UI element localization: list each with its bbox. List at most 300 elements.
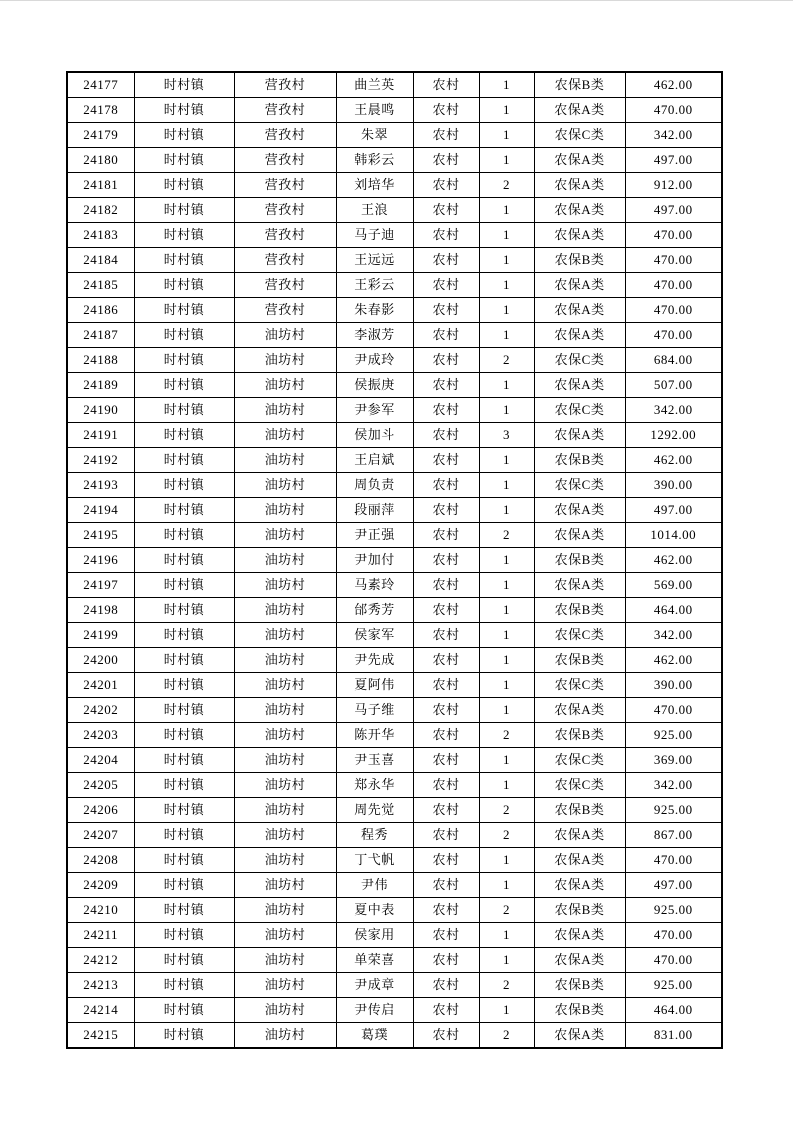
table-row: [67, 598, 722, 623]
table-row: [67, 448, 722, 473]
insurance-category: 农保B类: [534, 448, 625, 473]
person-name: 尹先成: [336, 648, 413, 673]
amount: 470.00: [625, 298, 722, 323]
town: 时村镇: [134, 573, 234, 598]
residence-type: 农村: [413, 798, 479, 823]
town: 时村镇: [134, 98, 234, 123]
amount: 470.00: [625, 848, 722, 873]
residence-type: 农村: [413, 473, 479, 498]
table-row: [67, 823, 722, 848]
town: 时村镇: [134, 923, 234, 948]
insured-count: 1: [479, 72, 534, 98]
person-name: 陈开华: [336, 723, 413, 748]
village: 油坊村: [234, 1023, 336, 1049]
record-id: 24188: [67, 348, 134, 373]
insurance-category: 农保A类: [534, 1023, 625, 1049]
amount: 470.00: [625, 98, 722, 123]
insurance-category: 农保A类: [534, 273, 625, 298]
table-row: [67, 898, 722, 923]
town: 时村镇: [134, 523, 234, 548]
amount: 1014.00: [625, 523, 722, 548]
village: 营孜村: [234, 173, 336, 198]
village: 营孜村: [234, 123, 336, 148]
record-id: 24177: [67, 72, 134, 98]
residence-type: 农村: [413, 873, 479, 898]
insurance-category: 农保A类: [534, 923, 625, 948]
table-row: [67, 98, 722, 123]
amount: 464.00: [625, 998, 722, 1023]
record-id: 24214: [67, 998, 134, 1023]
amount: 462.00: [625, 548, 722, 573]
village: 油坊村: [234, 423, 336, 448]
residence-type: 农村: [413, 698, 479, 723]
village: 营孜村: [234, 273, 336, 298]
insurance-category: 农保B类: [534, 248, 625, 273]
table-row: [67, 323, 722, 348]
person-name: 尹成玲: [336, 348, 413, 373]
insured-count: 1: [479, 623, 534, 648]
amount: 1292.00: [625, 423, 722, 448]
person-name: 王晨鸣: [336, 98, 413, 123]
table-row: [67, 773, 722, 798]
person-name: 马子迪: [336, 223, 413, 248]
table-row: [67, 373, 722, 398]
town: 时村镇: [134, 598, 234, 623]
amount: 497.00: [625, 148, 722, 173]
insurance-category: 农保B类: [534, 72, 625, 98]
residence-type: 农村: [413, 348, 479, 373]
person-name: 侯振庚: [336, 373, 413, 398]
village: 油坊村: [234, 623, 336, 648]
table-row: [67, 873, 722, 898]
table-row: [67, 523, 722, 548]
village: 油坊村: [234, 723, 336, 748]
record-id: 24181: [67, 173, 134, 198]
town: 时村镇: [134, 248, 234, 273]
table-row: [67, 973, 722, 998]
village: 营孜村: [234, 98, 336, 123]
insurance-category: 农保A类: [534, 223, 625, 248]
residence-type: 农村: [413, 898, 479, 923]
insured-count: 1: [479, 373, 534, 398]
residence-type: 农村: [413, 773, 479, 798]
person-name: 侯家用: [336, 923, 413, 948]
person-name: 程秀: [336, 823, 413, 848]
residence-type: 农村: [413, 123, 479, 148]
residence-type: 农村: [413, 373, 479, 398]
village: 油坊村: [234, 848, 336, 873]
amount: 470.00: [625, 273, 722, 298]
residence-type: 农村: [413, 173, 479, 198]
insured-count: 1: [479, 498, 534, 523]
table-row: [67, 923, 722, 948]
residence-type: 农村: [413, 523, 479, 548]
insured-count: 1: [479, 948, 534, 973]
town: 时村镇: [134, 648, 234, 673]
village: 油坊村: [234, 473, 336, 498]
insurance-category: 农保A类: [534, 373, 625, 398]
residence-type: 农村: [413, 398, 479, 423]
amount: 390.00: [625, 473, 722, 498]
town: 时村镇: [134, 1023, 234, 1049]
person-name: 夏中表: [336, 898, 413, 923]
residence-type: 农村: [413, 548, 479, 573]
record-id: 24193: [67, 473, 134, 498]
record-id: 24197: [67, 573, 134, 598]
amount: 569.00: [625, 573, 722, 598]
insurance-category: 农保A类: [534, 873, 625, 898]
village: 营孜村: [234, 148, 336, 173]
table-row: [67, 573, 722, 598]
amount: 925.00: [625, 723, 722, 748]
person-name: 王彩云: [336, 273, 413, 298]
amount: 925.00: [625, 898, 722, 923]
village: 油坊村: [234, 973, 336, 998]
insured-count: 1: [479, 273, 534, 298]
person-name: 王启斌: [336, 448, 413, 473]
village: 油坊村: [234, 948, 336, 973]
record-id: 24208: [67, 848, 134, 873]
insured-count: 1: [479, 773, 534, 798]
insurance-category: 农保A类: [534, 98, 625, 123]
village: 营孜村: [234, 72, 336, 98]
village: 油坊村: [234, 673, 336, 698]
table-body: [67, 72, 722, 1048]
insurance-category: 农保A类: [534, 173, 625, 198]
residence-type: 农村: [413, 748, 479, 773]
village: 油坊村: [234, 323, 336, 348]
insurance-category: 农保B类: [534, 548, 625, 573]
town: 时村镇: [134, 998, 234, 1023]
person-name: 曲兰英: [336, 72, 413, 98]
record-id: 24194: [67, 498, 134, 523]
record-id: 24189: [67, 373, 134, 398]
town: 时村镇: [134, 423, 234, 448]
insurance-category: 农保A类: [534, 323, 625, 348]
village: 油坊村: [234, 748, 336, 773]
person-name: 周负责: [336, 473, 413, 498]
town: 时村镇: [134, 948, 234, 973]
record-id: 24186: [67, 298, 134, 323]
record-id: 24182: [67, 198, 134, 223]
insurance-category: 农保A类: [534, 848, 625, 873]
insurance-category: 农保B类: [534, 598, 625, 623]
town: 时村镇: [134, 123, 234, 148]
insured-count: 1: [479, 548, 534, 573]
record-id: 24178: [67, 98, 134, 123]
amount: 342.00: [625, 623, 722, 648]
insured-count: 1: [479, 223, 534, 248]
table-row: [67, 398, 722, 423]
town: 时村镇: [134, 373, 234, 398]
table-row: [67, 848, 722, 873]
village: 油坊村: [234, 873, 336, 898]
town: 时村镇: [134, 823, 234, 848]
record-id: 24184: [67, 248, 134, 273]
record-id: 24213: [67, 973, 134, 998]
record-id: 24202: [67, 698, 134, 723]
town: 时村镇: [134, 898, 234, 923]
town: 时村镇: [134, 473, 234, 498]
person-name: 王远远: [336, 248, 413, 273]
town: 时村镇: [134, 623, 234, 648]
record-id: 24201: [67, 673, 134, 698]
amount: 925.00: [625, 798, 722, 823]
residence-type: 农村: [413, 948, 479, 973]
village: 营孜村: [234, 298, 336, 323]
insurance-category: 农保B类: [534, 648, 625, 673]
village: 营孜村: [234, 248, 336, 273]
insured-count: 1: [479, 198, 534, 223]
village: 油坊村: [234, 898, 336, 923]
amount: 497.00: [625, 498, 722, 523]
insured-count: 1: [479, 748, 534, 773]
residence-type: 农村: [413, 423, 479, 448]
person-name: 周先觉: [336, 798, 413, 823]
residence-type: 农村: [413, 648, 479, 673]
record-id: 24203: [67, 723, 134, 748]
village: 油坊村: [234, 698, 336, 723]
page-canvas: [0, 1, 793, 1123]
residence-type: 农村: [413, 248, 479, 273]
town: 时村镇: [134, 698, 234, 723]
record-id: 24192: [67, 448, 134, 473]
village: 油坊村: [234, 398, 336, 423]
amount: 470.00: [625, 323, 722, 348]
town: 时村镇: [134, 398, 234, 423]
residence-type: 农村: [413, 273, 479, 298]
record-id: 24212: [67, 948, 134, 973]
amount: 462.00: [625, 72, 722, 98]
residence-type: 农村: [413, 573, 479, 598]
insured-count: 2: [479, 798, 534, 823]
record-id: 24211: [67, 923, 134, 948]
residence-type: 农村: [413, 323, 479, 348]
insurance-records-table: [66, 71, 723, 1049]
insured-count: 2: [479, 723, 534, 748]
person-name: 尹传启: [336, 998, 413, 1023]
residence-type: 农村: [413, 198, 479, 223]
amount: 507.00: [625, 373, 722, 398]
insurance-category: 农保B类: [534, 898, 625, 923]
person-name: 单荣喜: [336, 948, 413, 973]
insurance-category: 农保A类: [534, 823, 625, 848]
insurance-category: 农保C类: [534, 123, 625, 148]
table-row: [67, 223, 722, 248]
insurance-category: 农保C类: [534, 473, 625, 498]
insured-count: 2: [479, 1023, 534, 1049]
insured-count: 2: [479, 898, 534, 923]
record-id: 24187: [67, 323, 134, 348]
amount: 462.00: [625, 448, 722, 473]
table-row: [67, 473, 722, 498]
amount: 912.00: [625, 173, 722, 198]
town: 时村镇: [134, 848, 234, 873]
insured-count: 1: [479, 298, 534, 323]
amount: 342.00: [625, 773, 722, 798]
record-id: 24215: [67, 1023, 134, 1049]
table-row: [67, 423, 722, 448]
amount: 470.00: [625, 223, 722, 248]
amount: 867.00: [625, 823, 722, 848]
person-name: 邰秀芳: [336, 598, 413, 623]
table-row: [67, 748, 722, 773]
village: 油坊村: [234, 573, 336, 598]
person-name: 韩彩云: [336, 148, 413, 173]
residence-type: 农村: [413, 298, 479, 323]
insured-count: 3: [479, 423, 534, 448]
town: 时村镇: [134, 348, 234, 373]
amount: 342.00: [625, 123, 722, 148]
amount: 369.00: [625, 748, 722, 773]
insured-count: 1: [479, 598, 534, 623]
village: 油坊村: [234, 498, 336, 523]
record-id: 24205: [67, 773, 134, 798]
insurance-category: 农保A类: [534, 523, 625, 548]
village: 油坊村: [234, 598, 336, 623]
village: 油坊村: [234, 648, 336, 673]
record-id: 24204: [67, 748, 134, 773]
town: 时村镇: [134, 173, 234, 198]
insured-count: 1: [479, 648, 534, 673]
record-id: 24185: [67, 273, 134, 298]
insurance-category: 农保B类: [534, 998, 625, 1023]
village: 油坊村: [234, 448, 336, 473]
insurance-category: 农保C类: [534, 623, 625, 648]
town: 时村镇: [134, 273, 234, 298]
residence-type: 农村: [413, 923, 479, 948]
residence-type: 农村: [413, 448, 479, 473]
person-name: 丁弋帆: [336, 848, 413, 873]
insurance-category: 农保C类: [534, 398, 625, 423]
amount: 497.00: [625, 198, 722, 223]
record-id: 24199: [67, 623, 134, 648]
town: 时村镇: [134, 498, 234, 523]
residence-type: 农村: [413, 973, 479, 998]
record-id: 24196: [67, 548, 134, 573]
village: 油坊村: [234, 348, 336, 373]
table-row: [67, 698, 722, 723]
town: 时村镇: [134, 798, 234, 823]
insured-count: 1: [479, 673, 534, 698]
insurance-category: 农保A类: [534, 698, 625, 723]
table-row: [67, 623, 722, 648]
table-row: [67, 798, 722, 823]
town: 时村镇: [134, 673, 234, 698]
insurance-category: 农保C类: [534, 748, 625, 773]
record-id: 24191: [67, 423, 134, 448]
town: 时村镇: [134, 448, 234, 473]
table-row: [67, 298, 722, 323]
person-name: 尹加付: [336, 548, 413, 573]
table-row: [67, 198, 722, 223]
insurance-category: 农保B类: [534, 798, 625, 823]
insured-count: 1: [479, 323, 534, 348]
town: 时村镇: [134, 323, 234, 348]
residence-type: 农村: [413, 598, 479, 623]
village: 油坊村: [234, 523, 336, 548]
table-row: [67, 123, 722, 148]
village: 油坊村: [234, 923, 336, 948]
table-row: [67, 723, 722, 748]
insured-count: 1: [479, 698, 534, 723]
insured-count: 1: [479, 573, 534, 598]
insured-count: 2: [479, 348, 534, 373]
residence-type: 农村: [413, 72, 479, 98]
town: 时村镇: [134, 548, 234, 573]
insurance-category: 农保A类: [534, 573, 625, 598]
table-row: [67, 348, 722, 373]
amount: 497.00: [625, 873, 722, 898]
residence-type: 农村: [413, 98, 479, 123]
residence-type: 农村: [413, 223, 479, 248]
insurance-category: 农保C类: [534, 773, 625, 798]
person-name: 马子维: [336, 698, 413, 723]
insured-count: 2: [479, 173, 534, 198]
person-name: 朱春影: [336, 298, 413, 323]
town: 时村镇: [134, 198, 234, 223]
table-row: [67, 273, 722, 298]
person-name: 葛璞: [336, 1023, 413, 1049]
table-row: [67, 1023, 722, 1049]
table-row: [67, 673, 722, 698]
record-id: 24210: [67, 898, 134, 923]
insured-count: 1: [479, 148, 534, 173]
amount: 464.00: [625, 598, 722, 623]
residence-type: 农村: [413, 623, 479, 648]
village: 营孜村: [234, 198, 336, 223]
insured-count: 1: [479, 398, 534, 423]
person-name: 尹伟: [336, 873, 413, 898]
insured-count: 1: [479, 248, 534, 273]
amount: 390.00: [625, 673, 722, 698]
amount: 342.00: [625, 398, 722, 423]
record-id: 24180: [67, 148, 134, 173]
insurance-category: 农保A类: [534, 198, 625, 223]
village: 营孜村: [234, 223, 336, 248]
insured-count: 1: [479, 123, 534, 148]
amount: 462.00: [625, 648, 722, 673]
insurance-category: 农保C类: [534, 348, 625, 373]
person-name: 侯加斗: [336, 423, 413, 448]
record-id: 24195: [67, 523, 134, 548]
person-name: 郑永华: [336, 773, 413, 798]
table-row: [67, 648, 722, 673]
residence-type: 农村: [413, 673, 479, 698]
residence-type: 农村: [413, 1023, 479, 1049]
residence-type: 农村: [413, 998, 479, 1023]
table-row: [67, 548, 722, 573]
amount: 684.00: [625, 348, 722, 373]
amount: 470.00: [625, 698, 722, 723]
residence-type: 农村: [413, 723, 479, 748]
village: 油坊村: [234, 998, 336, 1023]
record-id: 24183: [67, 223, 134, 248]
table-row: [67, 173, 722, 198]
town: 时村镇: [134, 223, 234, 248]
person-name: 尹玉喜: [336, 748, 413, 773]
person-name: 侯家军: [336, 623, 413, 648]
town: 时村镇: [134, 773, 234, 798]
amount: 831.00: [625, 1023, 722, 1049]
insured-count: 2: [479, 523, 534, 548]
person-name: 夏阿伟: [336, 673, 413, 698]
amount: 470.00: [625, 923, 722, 948]
record-id: 24207: [67, 823, 134, 848]
person-name: 朱翠: [336, 123, 413, 148]
residence-type: 农村: [413, 848, 479, 873]
person-name: 段丽萍: [336, 498, 413, 523]
